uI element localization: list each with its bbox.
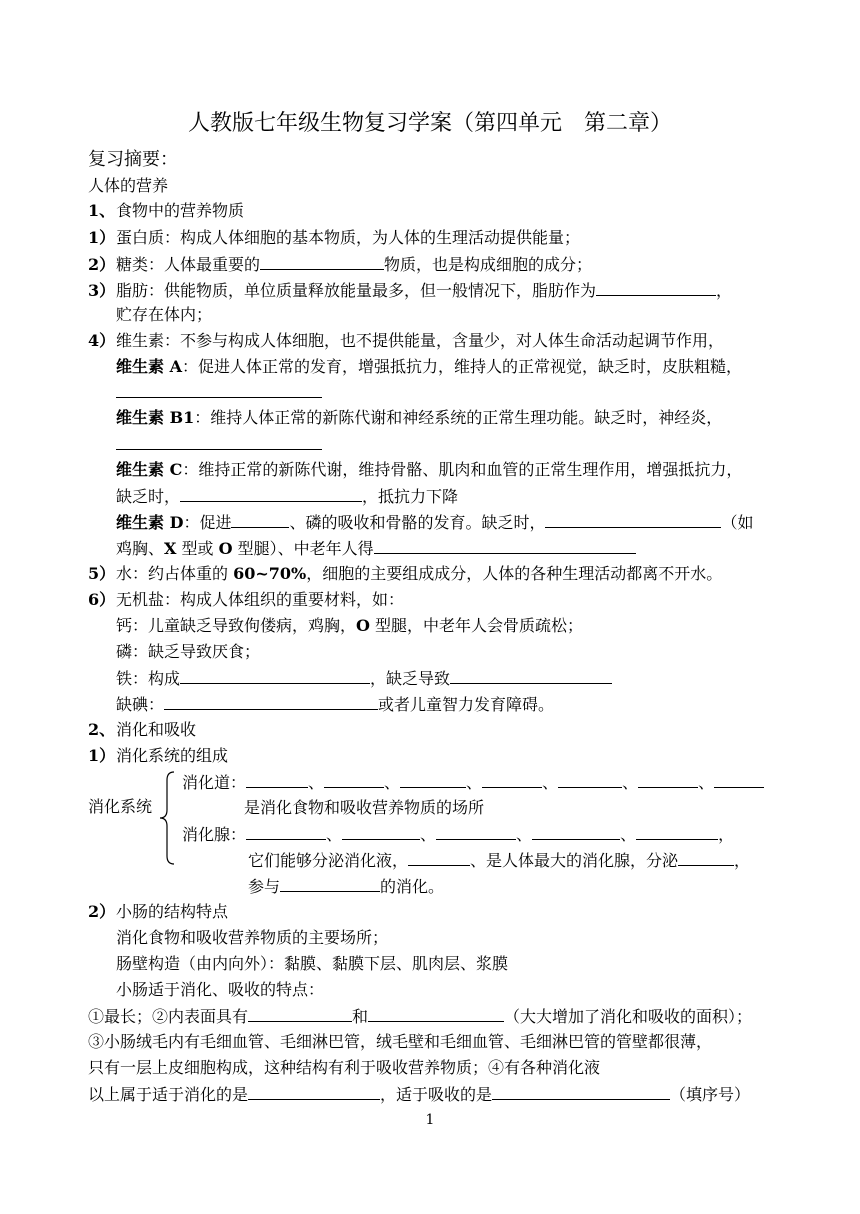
digestive-glands-line3 (248, 874, 444, 898)
item-text: 的消化。 (380, 877, 445, 896)
blank-answer[interactable] (324, 770, 384, 788)
blank-answer[interactable] (450, 666, 612, 684)
intestine-line2: 肠壁构造（由内向外）：黏膜、黏膜下层、肌肉层、浆膜 (116, 954, 509, 973)
digestive-glands-line2 (248, 848, 750, 872)
item-text: 消化道： (182, 773, 247, 792)
blank-answer[interactable] (342, 822, 420, 840)
blank-answer[interactable] (180, 666, 370, 684)
blank-answer[interactable] (482, 770, 542, 788)
item-text: ， (734, 851, 751, 870)
item-text: 、是人体最大的消化腺，分泌 (470, 851, 679, 870)
digestive-tract-desc: 是消化食物和吸收营养物质的场所 (244, 798, 485, 817)
vitamin-a-blank-line (116, 380, 322, 404)
item-fat-line2: 贮存在体内； (116, 305, 213, 324)
item-fat (88, 278, 732, 302)
blank-answer[interactable] (408, 848, 470, 866)
mineral-iodine (116, 692, 554, 716)
separator: ， (718, 825, 735, 844)
item-text: ：维持正常的新陈代谢，维持骨骼、肌肉和血管的正常生理作用，增强抵抗力， (182, 460, 743, 479)
mineral-iron (116, 666, 612, 690)
item-text: 型或 (176, 539, 219, 558)
item-number: 2） (88, 255, 116, 274)
item-text: 型腿）、中老年人得 (232, 539, 374, 558)
separator: 、 (516, 825, 533, 844)
item-text: 糖类：人体最重要的 (116, 255, 261, 274)
separator: 、 (620, 825, 637, 844)
digestive-tract-line (182, 770, 764, 794)
item-text: 小肠的结构特点 (116, 902, 229, 921)
item-text: ①最长；②内表面具有 (88, 1007, 249, 1026)
item-text: 、磷的吸收和骨骼的发育。缺乏时， (289, 513, 546, 532)
item-text: 钙：儿童缺乏导致佝偻病，鸡胸， (116, 616, 357, 635)
blank-answer[interactable] (248, 1082, 380, 1100)
item-text: 物质，也是构成细胞的成分； (384, 255, 593, 274)
item-small-intestine (88, 900, 228, 924)
blank-answer[interactable] (558, 770, 622, 788)
blank-answer[interactable] (246, 822, 326, 840)
item-text: 水：约占体重的 (116, 564, 234, 583)
separator: 、 (542, 773, 559, 792)
intestine-feature1 (88, 1004, 752, 1028)
heading-number: 1、 (88, 201, 116, 220)
heading-number: 2、 (88, 720, 116, 739)
item-text: ，细胞的主要组成成分，人体的各种生理活动都离不开水。 (306, 564, 723, 583)
item-text: ，适于吸收的是 (380, 1085, 493, 1104)
separator: 、 (622, 773, 639, 792)
vitamin-d-line (116, 510, 754, 534)
separator: 、 (326, 825, 343, 844)
item-number: 1） (88, 746, 116, 765)
vitamin-d-line2 (116, 536, 636, 560)
blank-answer[interactable] (545, 510, 721, 528)
vitamin-b1-blank-line (116, 432, 322, 456)
item-digestive-system (88, 744, 228, 768)
item-text: 型腿，中老年人会骨质疏松； (369, 616, 584, 635)
blank-answer[interactable] (596, 278, 716, 296)
blank-answer[interactable] (368, 1004, 504, 1022)
item-text: 消化系统的组成 (116, 746, 229, 765)
item-vitamin (88, 329, 724, 353)
item-text: 以上属于适于消化的是 (88, 1085, 249, 1104)
item-text: O (218, 539, 233, 558)
item-number: 6） (88, 590, 116, 609)
blank-answer[interactable] (116, 432, 322, 450)
item-text: 参与 (248, 877, 281, 896)
blank-answer[interactable] (260, 252, 384, 270)
vitamin-label: 维生素 A (116, 357, 182, 376)
item-text: ， (716, 281, 733, 300)
item-text: 脂肪：供能物质，单位质量释放能量最多，但一般情况下，脂肪作为 (116, 281, 597, 300)
heading-text: 食物中的营养物质 (116, 201, 245, 220)
blank-answer[interactable] (248, 1004, 352, 1022)
item-text: ：维持人体正常的新陈代谢和神经系统的正常生理功能。缺乏时，神经炎， (194, 408, 723, 427)
blank-answer[interactable] (636, 822, 718, 840)
section-title: 人体的营养 (88, 176, 169, 195)
blank-answer[interactable] (714, 770, 764, 788)
item-text: 和 (352, 1007, 369, 1026)
separator: 、 (698, 773, 715, 792)
blank-answer[interactable] (400, 770, 466, 788)
digestive-system-label: 消化系统 (88, 797, 153, 816)
separator: 、 (466, 773, 483, 792)
item-text: 或者儿童智力发育障碍。 (378, 695, 555, 714)
page-title: 人教版七年级生物复习学案（第四单元 第二章） (187, 111, 672, 136)
item-number: 3） (88, 281, 116, 300)
item-text: X (164, 539, 177, 558)
vitamin-b1-line (116, 406, 722, 430)
intestine-feature3: 只有一层上皮细胞构成，这种结构有利于吸收营养物质；④有各种消化液 (88, 1058, 601, 1077)
page-number: 1 (425, 1112, 435, 1128)
blank-answer[interactable] (164, 692, 378, 710)
item-text: ，抵抗力下降 (362, 487, 459, 506)
item-text: 缺碘： (116, 695, 165, 714)
intestine-line3: 小肠适于消化、吸收的特点： (116, 980, 325, 999)
blank-answer[interactable] (638, 770, 698, 788)
item-sugar (88, 252, 592, 276)
item-text: ，缺乏导致 (370, 669, 451, 688)
separator: 、 (384, 773, 401, 792)
blank-answer[interactable] (231, 510, 289, 528)
item-text: ：促进人体正常的发育，增强抵抗力，维持人的正常视觉，缺乏时，皮肤粗糙， (182, 357, 743, 376)
vitamin-c-line (116, 458, 742, 482)
vitamin-c-line2 (116, 484, 458, 508)
item-text: 维生素：不参与构成人体细胞，也不提供能量，含量少，对人体生命活动起调节作用， (116, 331, 725, 350)
blank-answer[interactable] (374, 536, 636, 554)
item-text: 无机盐：构成人体组织的重要材料，如： (116, 590, 405, 609)
blank-answer[interactable] (180, 484, 362, 502)
item-text: 它们能够分泌消化液， (248, 851, 409, 870)
vitamin-label: 维生素 D (116, 513, 184, 532)
blank-answer[interactable] (436, 822, 516, 840)
heading-text: 消化和吸收 (116, 720, 197, 739)
item-number: 5） (88, 564, 116, 583)
summary-heading: 复习摘要： (88, 149, 178, 170)
item-text: 消化腺： (182, 825, 247, 844)
intestine-line1: 消化食物和吸收营养物质的主要场所； (116, 928, 389, 947)
item-text: 蛋白质：构成人体细胞的基本物质，为人体的生理活动提供能量； (116, 228, 581, 247)
item-text: 60~70% (233, 564, 307, 583)
mineral-phosphorus: 磷：缺乏导致厌食； (116, 642, 261, 661)
blank-answer[interactable] (532, 822, 620, 840)
item-text: （如 (721, 513, 754, 532)
digestive-glands-line (182, 822, 734, 846)
separator: 、 (308, 773, 325, 792)
item-text: 铁：构成 (116, 669, 181, 688)
item-text: 缺乏时， (116, 487, 181, 506)
vitamin-label: 维生素 B1 (116, 408, 195, 427)
separator: 、 (420, 825, 437, 844)
item-number: 4） (88, 331, 116, 350)
vitamin-label: 维生素 C (116, 460, 183, 479)
brace-icon (158, 770, 178, 866)
heading-digestion (88, 718, 196, 742)
item-number: 1） (88, 228, 116, 247)
item-text: O (356, 616, 370, 635)
blank-answer[interactable] (492, 1082, 670, 1100)
blank-answer[interactable] (116, 380, 322, 398)
item-protein (88, 226, 580, 250)
intestine-feature2: ③小肠绒毛内有毛细血管、毛细淋巴管，绒毛壁和毛细血管、毛细淋巴管的管壁都很薄， (88, 1032, 713, 1051)
mineral-calcium (116, 614, 583, 638)
blank-answer[interactable] (246, 770, 308, 788)
item-water (88, 562, 722, 586)
vitamin-a-line (116, 355, 742, 379)
item-text: （填序号） (670, 1085, 751, 1104)
item-text: 鸡胸、 (116, 539, 165, 558)
item-number: 2） (88, 902, 116, 921)
item-text: （大大增加了消化和吸收的面积）； (504, 1007, 753, 1026)
item-minerals (88, 588, 404, 612)
item-text: ：促进 (183, 513, 232, 532)
blank-answer[interactable] (280, 874, 380, 892)
heading-nutrients (88, 199, 244, 223)
intestine-question (88, 1082, 750, 1106)
blank-answer[interactable] (678, 848, 734, 866)
